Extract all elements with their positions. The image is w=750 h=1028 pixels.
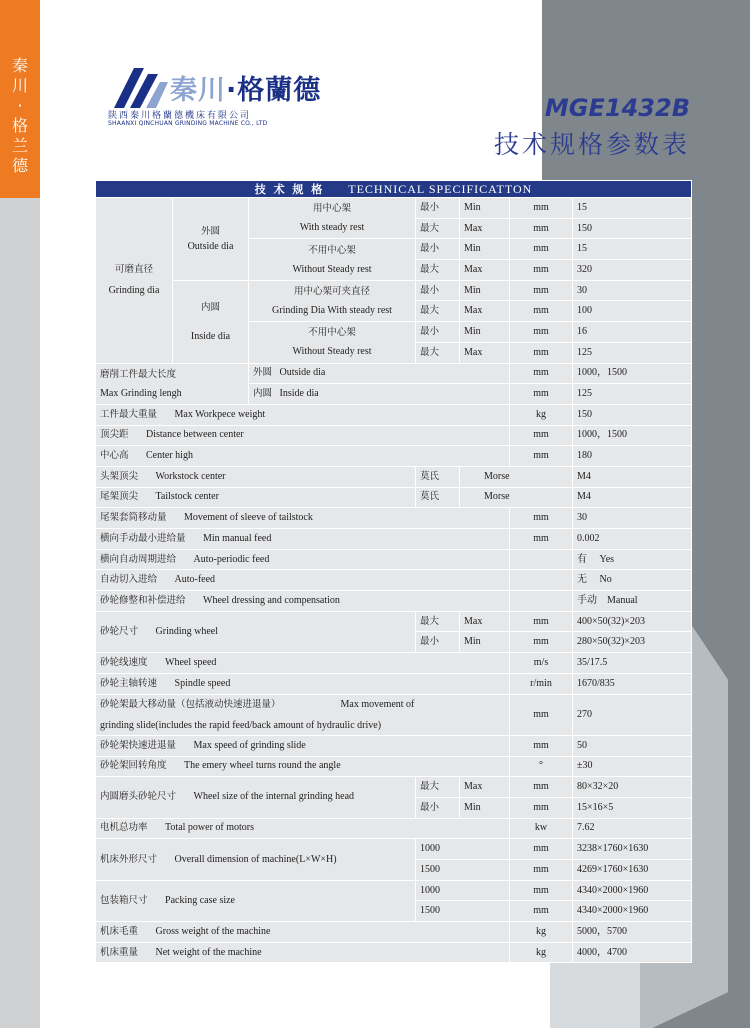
spec-table-body [96,198,692,963]
condition-label: 不用中心架 Without Steady rest [249,239,416,280]
value-cell: 320 [573,260,692,281]
table-row [96,611,692,632]
table-row [96,653,692,674]
sub-label: 内圆 Inside dia [249,384,510,405]
table-row [96,529,692,550]
value-cell: 手动 Manual [573,591,692,612]
table-header-row [96,181,692,198]
value-cell: 150 [573,218,692,239]
param-label: 机床重量 Net weight of the machine [96,942,510,963]
value-cell: 3238×1760×1630 [573,839,692,860]
param-label: 自动切入进给 Auto-feed [96,570,510,591]
value-cell: 50 [573,735,692,756]
sidebar-label: 秦川·格兰德 [11,56,28,175]
value-cell: 有 Yes [573,549,692,570]
limit-cn: 最大 [416,342,460,363]
limit-cn: 最小 [416,198,460,219]
value-cell: 0.002 [573,529,692,550]
unit-cell [510,570,573,591]
unit-cell: mm [510,777,573,798]
unit-cell: mm [510,529,573,550]
table-row [96,942,692,963]
unit-cell: mm [510,446,573,467]
table-row [96,839,692,860]
limit-en: Max [460,301,510,322]
limit-en: Min [460,797,510,818]
unit-cell: mm [510,384,573,405]
limit-cn: 最小 [416,632,460,653]
value-cell: 7.62 [573,818,692,839]
value-cell: 35/17.5 [573,653,692,674]
param-label: 横向手动最小进给量 Min manual feed [96,529,510,550]
value-cell: ±30 [573,756,692,777]
limit-cn: 最大 [416,218,460,239]
limit-en: Max [460,260,510,281]
param-label: 砂轮线速度 Wheel speed [96,653,510,674]
param-label: 砂轮主轴转速 Spindle speed [96,673,510,694]
param-label: 包装箱尺寸 Packing case size [96,880,416,921]
logo-emblem-icon [110,64,170,112]
limit-en: Max [460,218,510,239]
value-cell: 125 [573,384,692,405]
unit-cell [510,549,573,570]
value-cell: 180 [573,446,692,467]
unit-cell [510,591,573,612]
limit-cn: 最大 [416,260,460,281]
limit-cn: 最小 [416,239,460,260]
param-label: 内圆磨头砂轮尺寸 Wheel size of the internal grinding head [96,777,416,818]
value-cell: 1000，1500 [573,425,692,446]
table-row [96,735,692,756]
model-number: MGE1432B [544,94,690,122]
table-row [96,425,692,446]
unit-cell: kg [510,404,573,425]
unit-cell: mm [510,198,573,219]
value-cell: M4 [573,487,692,508]
value-cell: 15 [573,198,692,219]
value-cell: 1000，1500 [573,363,692,384]
limit-en: Min [460,632,510,653]
unit-cell: mm [510,301,573,322]
param-label: 砂轮架最大移动量（包括液动快速进退量） Max movement of grinding slide(includes the rapid feed/back amount of hydraulic drive) [96,694,510,735]
value-cell: 80×32×20 [573,777,692,798]
morse-en: Morse [460,466,573,487]
inside-dia-label: 内圆 Inside dia [173,280,249,363]
limit-en: Max [460,342,510,363]
unit-cell: mm [510,797,573,818]
limit-en: Min [460,239,510,260]
table-row [96,673,692,694]
limit-en: Min [460,322,510,343]
param-label: 工件最大重量 Max Workpece weight [96,404,510,425]
param-label: 砂轮修整和补偿进给 Wheel dressing and compensation [96,591,510,612]
param-label: 砂轮尺寸 Grinding wheel [96,611,416,652]
unit-cell: kg [510,942,573,963]
param-label: 横向自动周期进给 Auto-periodic feed [96,549,510,570]
unit-cell: mm [510,508,573,529]
limit-en: Max [460,777,510,798]
unit-cell: mm [510,839,573,860]
table-row [96,549,692,570]
unit-cell: mm [510,611,573,632]
unit-cell: mm [510,425,573,446]
table-row [96,508,692,529]
value-cell: 4340×2000×1960 [573,901,692,922]
table-row [96,487,692,508]
table-row [96,446,692,467]
value-cell: 4340×2000×1960 [573,880,692,901]
unit-cell: mm [510,239,573,260]
morse-cn: 莫氏 [416,487,460,508]
unit-cell: mm [510,342,573,363]
unit-cell: mm [510,363,573,384]
table-row [96,922,692,943]
unit-cell: mm [510,322,573,343]
value-cell: 30 [573,280,692,301]
page-title: 技术规格参数表 [493,130,690,159]
unit-cell: ° [510,756,573,777]
table-row [96,694,692,735]
table-row [96,280,692,301]
value-cell: 4269×1760×1630 [573,860,692,881]
condition-label: 不用中心架 Without Steady rest [249,322,416,363]
table-row [96,591,692,612]
length-cell: 1500 [416,901,510,922]
logo-company-en: SHAANXI QINCHUAN GRINDING MACHINE CO., LTD [108,120,268,127]
param-label: 尾架顶尖 Tailstock center [96,487,416,508]
length-cell: 1500 [416,860,510,881]
unit-cell: mm [510,632,573,653]
value-cell: 400×50(32)×203 [573,611,692,632]
limit-cn: 最小 [416,322,460,343]
table-row [96,880,692,901]
value-cell: 150 [573,404,692,425]
table-row [96,363,692,384]
table-row [96,466,692,487]
sub-label: 外圆 Outside dia [249,363,510,384]
unit-cell: r/min [510,673,573,694]
param-label: 顶尖距 Distance between center [96,425,510,446]
condition-label: 用中心架 With steady rest [249,198,416,239]
value-cell: 100 [573,301,692,322]
param-label: 砂轮架快速进退量 Max speed of grinding slide [96,735,510,756]
table-header: 技 术 规 格 TECHNICAL SPECIFICATTON [96,181,692,198]
table-row [96,198,692,219]
company-logo [110,58,340,128]
param-label: 砂轮架回转角度 The emery wheel turns round the angle [96,756,510,777]
unit-cell: mm [510,735,573,756]
unit-cell: mm [510,260,573,281]
morse-cn: 莫氏 [416,466,460,487]
param-label: 电机总功率 Total power of motors [96,818,510,839]
param-label: 尾架套筒移动量 Movement of sleeve of tailstock [96,508,510,529]
value-cell: 125 [573,342,692,363]
logo-name: 秦川·格蘭德 [170,75,322,106]
param-label: 机床外形尺寸 Overall dimension of machine(L×W×H) [96,839,416,880]
condition-label: 用中心架可夹直径 Grinding Dia With steady rest [249,280,416,321]
limit-cn: 最小 [416,280,460,301]
value-cell: 15 [573,239,692,260]
limit-cn: 最大 [416,611,460,632]
table-row [96,570,692,591]
table-row [96,756,692,777]
grinding-dia-label: 可磨直径 Grinding dia [96,198,173,364]
unit-cell: mm [510,694,573,735]
unit-cell: mm [510,280,573,301]
limit-en: Min [460,198,510,219]
logo-company-cn: 陕西秦川格蘭德機床有限公司 [108,111,252,121]
length-cell: 1000 [416,880,510,901]
limit-cn: 最大 [416,301,460,322]
length-cell: 1000 [416,839,510,860]
table-row [96,818,692,839]
value-cell: 270 [573,694,692,735]
value-cell: 280×50(32)×203 [573,632,692,653]
unit-cell: kg [510,922,573,943]
value-cell: 4000，4700 [573,942,692,963]
unit-cell: mm [510,860,573,881]
limit-cn: 最大 [416,777,460,798]
value-cell: 16 [573,322,692,343]
spec-table [95,180,692,963]
value-cell: 5000，5700 [573,922,692,943]
unit-cell: mm [510,880,573,901]
limit-en: Min [460,280,510,301]
value-cell: 无 No [573,570,692,591]
unit-cell: mm [510,901,573,922]
limit-cn: 最小 [416,797,460,818]
unit-cell: kw [510,818,573,839]
param-label: 中心高 Center high [96,446,510,467]
outside-dia-label: 外圆 Outside dia [173,198,249,281]
table-row [96,404,692,425]
param-label: 头架顶尖 Workstock center [96,466,416,487]
max-grinding-length-label: 磨削工件最大长度 Max Grinding lengh [96,363,249,404]
param-label: 机床毛重 Gross weight of the machine [96,922,510,943]
limit-en: Max [460,611,510,632]
value-cell: 30 [573,508,692,529]
value-cell: M4 [573,466,692,487]
unit-cell: mm [510,218,573,239]
value-cell: 15×16×5 [573,797,692,818]
unit-cell: m/s [510,653,573,674]
value-cell: 1670/835 [573,673,692,694]
table-row [96,777,692,798]
morse-en: Morse [460,487,573,508]
